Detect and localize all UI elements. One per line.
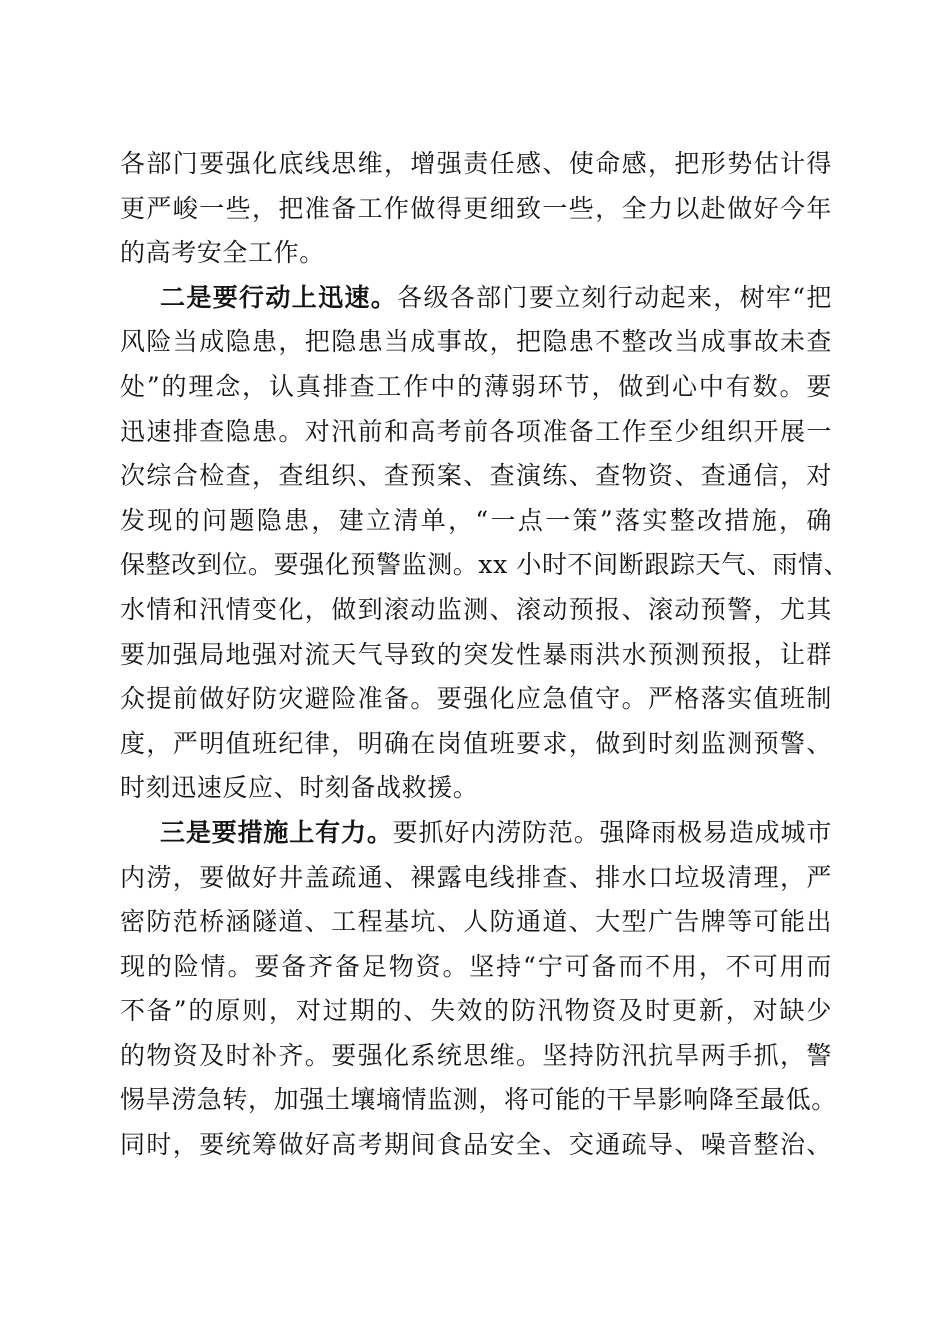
text-line: 现的险情。要备齐备足物资。坚持“宁可备而不用，不可用而 (120, 951, 832, 981)
text-line: 密防范桥涵隧道、工程基坑、人防通道、大型广告牌等可能出 (120, 907, 832, 937)
text-line: 时刻迅速反应、时刻备战救援。 (120, 773, 479, 803)
text-line (120, 811, 832, 856)
text-line: 次综合检查，查组织、查预案、查演练、查物资、查通信，对 (120, 461, 832, 491)
text-line: 水情和汛情变化，做到滚动监测、滚动预报、滚动预警，尤其 (120, 594, 832, 624)
text-line: 各部门要强化底线思维，增强责任感、使命感，把形势估计得 (120, 149, 832, 178)
text-line: 内涝，要做好井盖疏通、裸露电线排查、排水口垃圾清理，严 (120, 862, 832, 892)
paragraph-lead: 三是要措施上有力。 (160, 817, 393, 847)
paragraph-3 (120, 811, 837, 1168)
body-text (120, 142, 850, 1168)
text-line: 惕旱涝急转，加强土壤墒情监测，将可能的干旱影响降至最低。 (120, 1085, 837, 1115)
text-line: 更严峻一些，把准备工作做得更细致一些，全力以赴做好今年 (120, 193, 832, 223)
text-line: 发现的问题隐患，建立清单，“一点一策”落实整改措施，确 (120, 505, 832, 535)
text-line: 的高考安全工作。 (120, 238, 325, 268)
text-line: 要加强局地强对流天气导致的突发性暴雨洪水预测预报，让群 (120, 639, 832, 669)
text-line: 度，严明值班纪律，明确在岗值班要求，做到时刻监测预警、 (120, 728, 832, 758)
text-line: 不备”的原则，对过期的、失效的防汛物资及时更新，对缺少 (120, 996, 832, 1026)
text-line (120, 276, 832, 321)
text-line: 处”的理念，认真排查工作中的薄弱环节，做到心中有数。要 (120, 371, 832, 401)
paragraph-2 (120, 276, 850, 811)
text-line: 的物资及时补齐。要强化系统思维。坚持防汛抗旱两手抓，警 (120, 1040, 832, 1070)
text-line: 同时，要统筹做好高考期间食品安全、交通疏导、噪音整治、 (120, 1130, 832, 1160)
text-line: 风险当成隐患，把隐患当成事故，把隐患不整改当成事故未查 (120, 327, 832, 357)
text-line: 众提前做好防灾避险准备。要强化应急值守。严格落实值班制 (120, 684, 832, 714)
text-line: 迅速排查隐患。对汛前和高考前各项准备工作至少组织开展一 (120, 416, 832, 446)
text-run: 各级各部门要立刻行动起来，树牢“把 (397, 282, 833, 312)
text-run: 要抓好内涝防范。强降雨极易造成城市 (392, 817, 832, 847)
text-line: 保整改到位。要强化预警监测。xx 小时不间断跟踪天气、雨情、 (120, 550, 850, 580)
paragraph-1 (120, 142, 832, 276)
paragraph-lead: 二是要行动上迅速。 (160, 282, 398, 312)
